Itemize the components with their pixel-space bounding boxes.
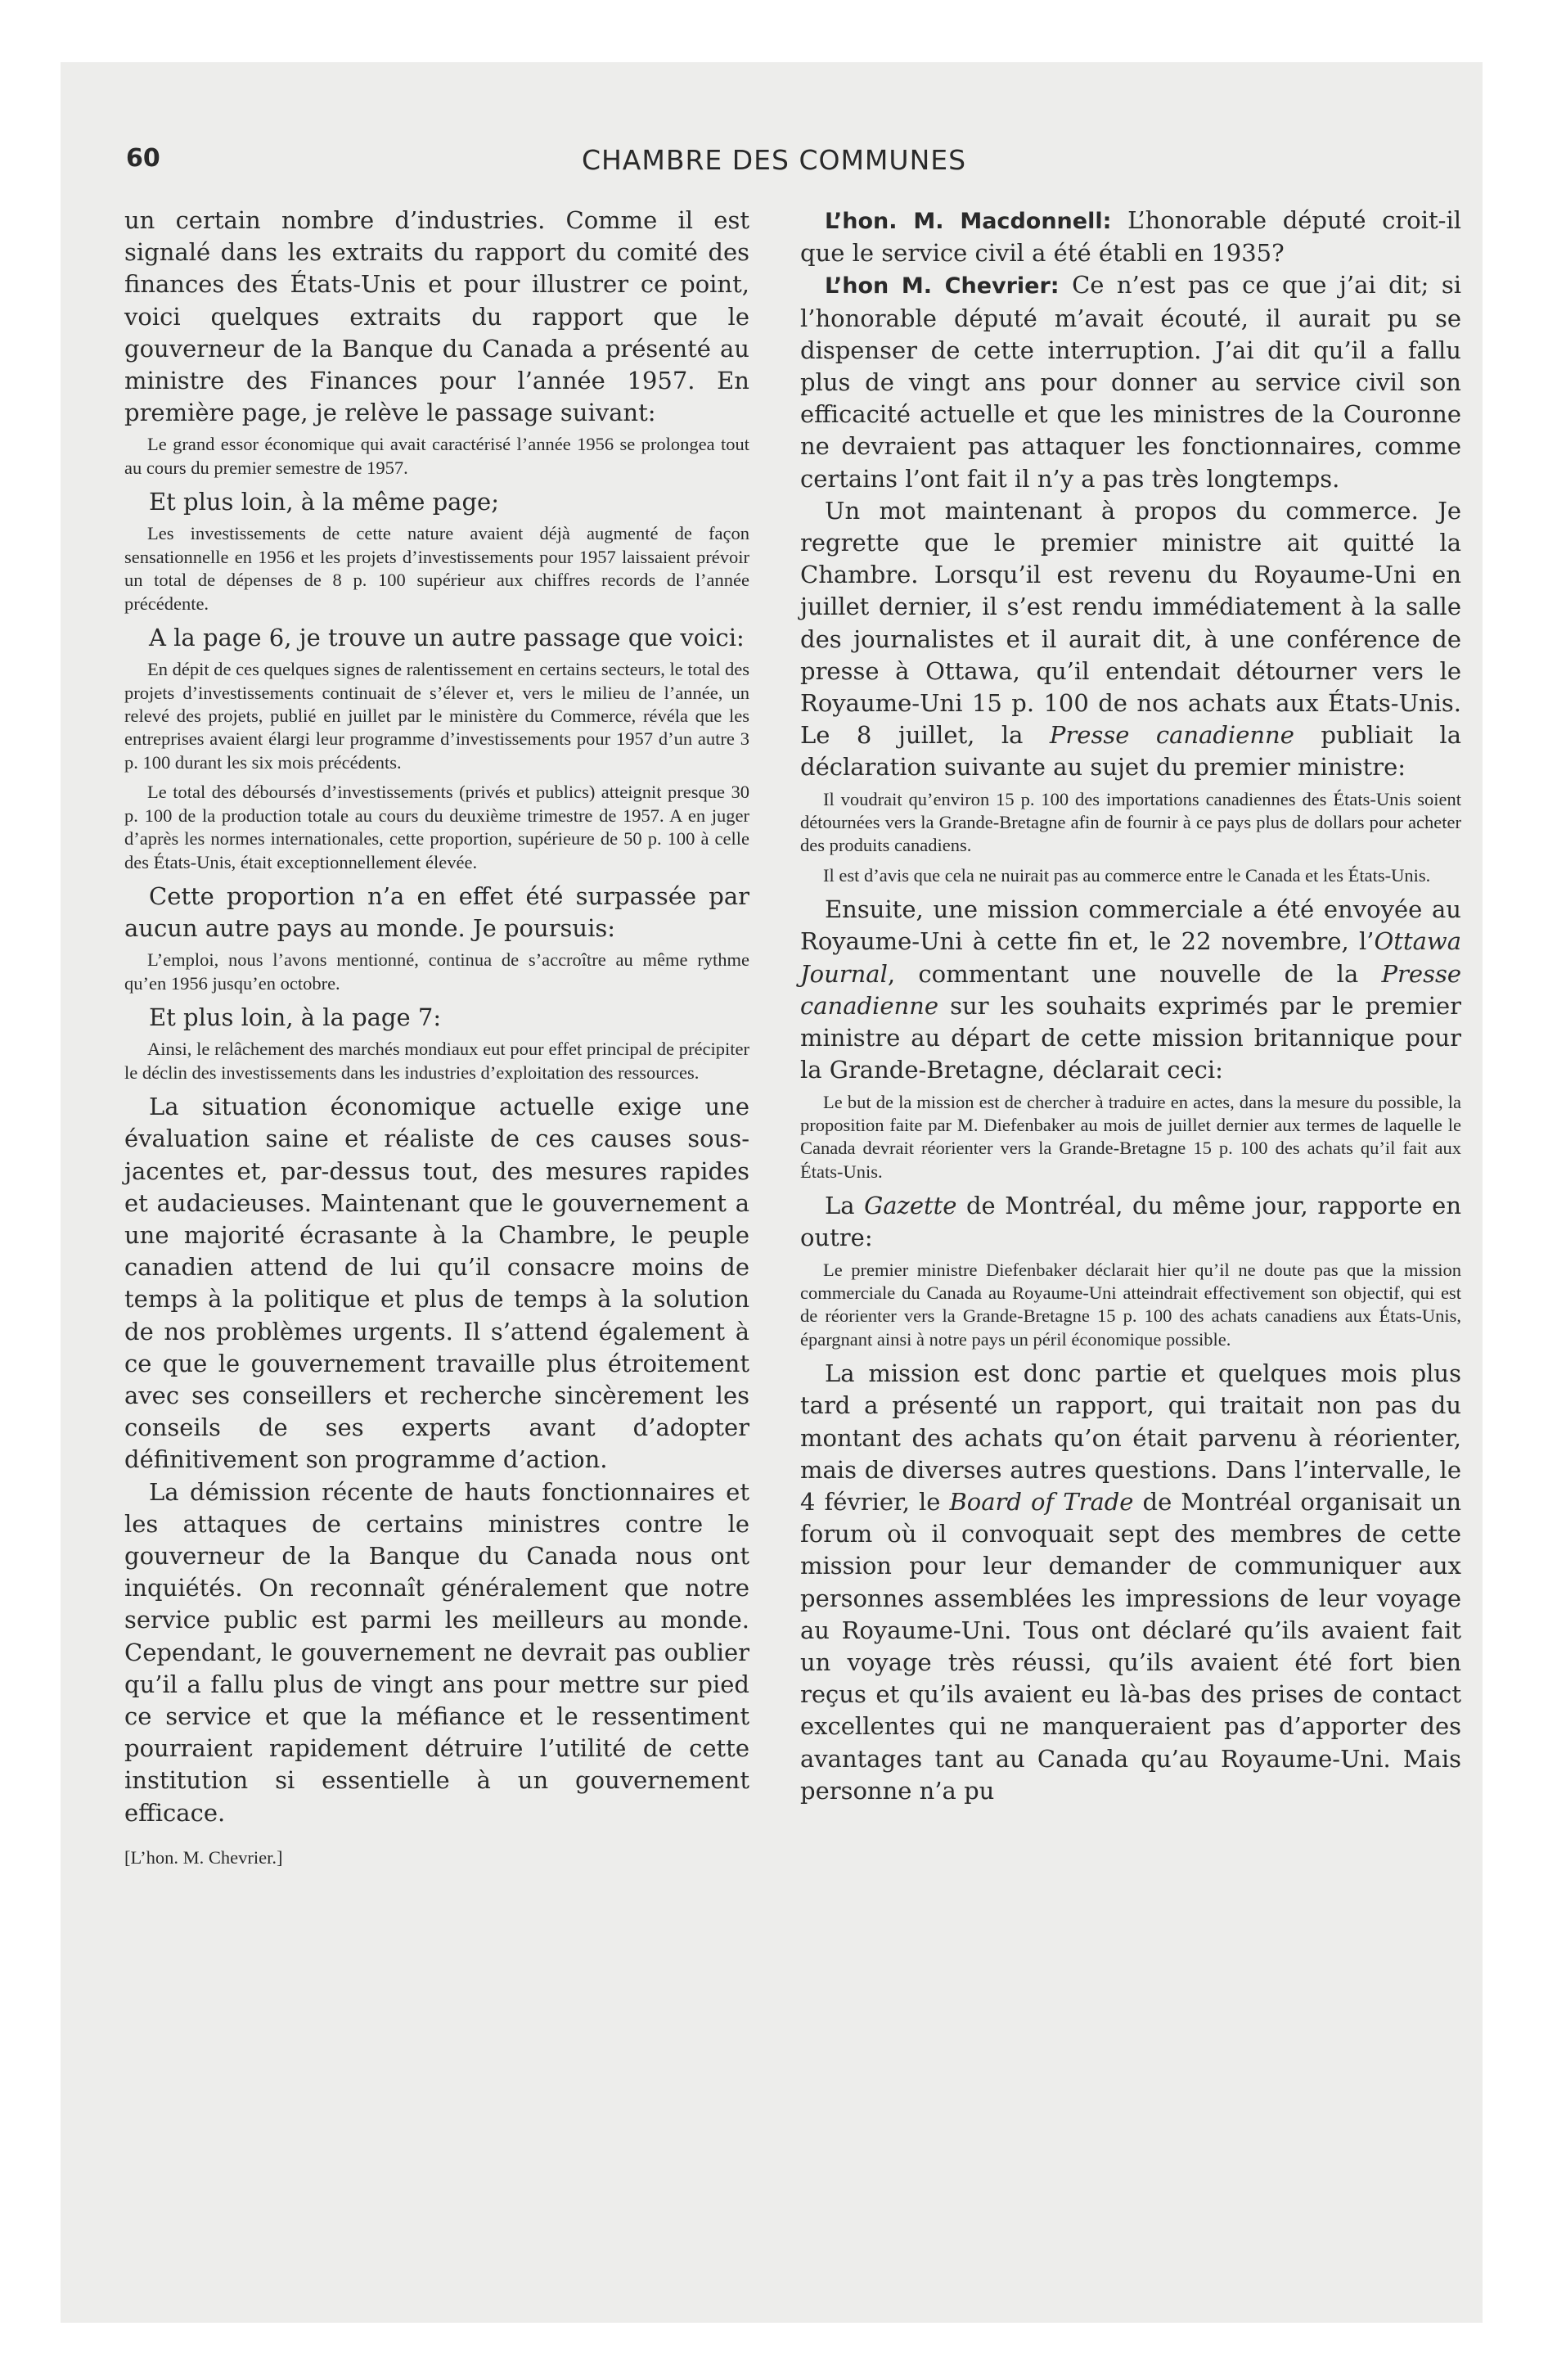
speaker-signature: [L’hon. M. Chevrier.] bbox=[124, 1846, 283, 1868]
speech-chevrier bbox=[800, 269, 1461, 494]
text-run: Ensuite, une mission commerciale a été envoyée au Royaume-Uni à cette fin et, le 22 novembre, l’ bbox=[800, 895, 1461, 956]
quotation: Ainsi, le relâchement des marchés mondiaux eut pour effet principal de précipiter le déclin des investissements dans les industries d’exploitation des ressources. bbox=[124, 1039, 749, 1083]
speaker-name: L’hon M. Chevrier: bbox=[825, 273, 1060, 300]
text-run: sur les souhaits exprimés par le premier ministre au départ de cette mission britannique pour la Grande-Bretagne, déclarait ceci: bbox=[800, 991, 1461, 1084]
speech-macdonnell bbox=[800, 205, 1461, 269]
right-column bbox=[800, 205, 1461, 1807]
page-header bbox=[126, 144, 1422, 183]
text-run: publiait la déclaration suivante au sujet du premier ministre: bbox=[800, 721, 1462, 782]
quotation: Le grand essor économique qui avait caractérisé l’année 1956 se prolongea tout au cours du premier semestre de 1957. bbox=[124, 434, 749, 478]
quotation: Il est d’avis que cela ne nuirait pas au commerce entre le Canada et les États-Unis. bbox=[823, 864, 1431, 886]
italic-title: Gazette bbox=[864, 1192, 957, 1220]
text-run: La bbox=[825, 1192, 865, 1220]
running-head: CHAMBRE DES COMMUNES bbox=[581, 144, 967, 176]
paragraph bbox=[800, 495, 1461, 784]
text-run: , commentant une nouvelle de la bbox=[887, 959, 1382, 988]
quotation: Le total des déboursés d’investissements (privés et publics) atteignit presque 30 p. 100 de la production totale au cours du deuxième trimestre de 1957. A en juger d’après les normes internationales, cette proportion, supérieure de 50 p. 100 à celle des États-Unis, était exceptionnellement élevée. bbox=[124, 782, 749, 872]
page-number: 60 bbox=[126, 144, 160, 173]
quotation: Les investissements de cette nature avaient déjà augmenté de façon sensationnelle en 1956 et les projets d’investissements pour 1957 laissaient prévoir un total de dépenses de 8 p. 100 supérieur aux chiffres records de l’année précédente. bbox=[124, 523, 749, 614]
speech-text: L’honorable député croit-il que le service civil a été établi en 1935? bbox=[800, 206, 1461, 268]
italic-title: Ottawa Journal bbox=[800, 927, 1461, 988]
italic-title: Presse canadienne bbox=[800, 959, 1461, 1020]
text-run: de Montréal, du même jour, rapporte en outre: bbox=[800, 1192, 1462, 1252]
paragraph: un certain nombre d’industries. Comme il est signalé dans les extraits du rapport du comité des finances des États-Unis et pour illustrer ce point, voici quelques extraits du rapport que le gouverneur de la Banque du Canada a présenté au ministre des Finances pour l’année 1957. En première page, je relève le passage suivant: bbox=[124, 206, 749, 427]
paragraph: Cette proportion n’a en effet été surpassée par aucun autre pays au monde. Je poursuis: bbox=[124, 881, 749, 943]
paragraph bbox=[800, 1358, 1461, 1807]
text-run: La mission est donc partie et quelques mois plus tard a présenté un rapport, qui traitait non pas du montant des achats qu’on était parvenu à réorienter, mais de diverses autres questions. Dans l’intervalle, le 4 février, le bbox=[800, 1359, 1461, 1516]
italic-title: Presse canadienne bbox=[1049, 721, 1294, 750]
speech-text: Ce n’est pas ce que j’ai dit; si l’honorable député m’avait écouté, il aurait pu se dispenser de cette interruption. J’ai dit qu’il a fallu plus de vingt ans pour donner au service civil son efficacité actuelle et que les ministres de la Couronne ne devraient pas attaquer les fonctionnaires, comme certains l’ont fait il n’y a pas très longtemps. bbox=[800, 271, 1461, 493]
quotation: Il voudrait qu’environ 15 p. 100 des importations canadiennes des États-Unis soient détournées vers la Grande-Bretagne afin de fournir à ce pays plus de dollars pour acheter des produits canadiens. bbox=[800, 788, 1461, 856]
paragraph: A la page 6, je trouve un autre passage que voici: bbox=[149, 624, 745, 652]
text-run: Un mot maintenant à propos du commerce. Je regrette que le premier ministre ait quitté la Chambre. Lorsqu’il est revenu du Royaume-Uni en juillet dernier, il s’est rendu immédiatement à la salle des journalistes et il aurait dit, à une conférence de presse à Ottawa, qu’il entendait détourner vers le Royaume-Uni 15 p. 100 de nos achats aux États-Unis. Le 8 juillet, la bbox=[800, 496, 1461, 750]
quotation: Le but de la mission est de chercher à traduire en actes, dans la mesure du possible, la proposition faite par M. Diefenbaker au mois de juillet dernier aux termes de laquelle le Canada devrait réorienter vers la Grande-Bretagne 15 p. 100 des achats qu’il fait aux États-Unis. bbox=[800, 1091, 1461, 1182]
paragraph bbox=[800, 894, 1461, 1086]
paragraph: La situation économique actuelle exige une évaluation saine et réaliste de ces causes sous-jacentes et, par-dessus tout, des mesures rapides et audacieuses. Maintenant que le gouvernement a une majorité écrasante à la Chambre, le peuple canadien attend de lui qu’il consacre moins de temps à la politique et plus de temps à la solution de nos problèmes urgents. Il s’attend également à ce que le gouvernement travaille plus étroitement avec ses conseillers et recherche sincèrement les conseils de ses experts avant d’adopter définitivement son programme d’action. bbox=[124, 1093, 749, 1474]
quotation: Le premier ministre Diefenbaker déclarait hier qu’il ne doute pas que la mission commerciale du Canada au Royaume-Uni atteindrait effectivement son objectif, qui est de réorienter vers la Grande-Bretagne 15 p. 100 des achats canadiens aux États-Unis, épargnant ainsi à notre pays un péril économique possible. bbox=[800, 1259, 1461, 1350]
paragraph bbox=[800, 1190, 1461, 1254]
speaker-name: L’hon. M. Macdonnell: bbox=[825, 209, 1112, 234]
paragraph: Et plus loin, à la page 7: bbox=[149, 1003, 442, 1032]
italic-title: Board of Trade bbox=[949, 1487, 1134, 1516]
quotation: L’emploi, nous l’avons mentionné, continua de s’accroître au même rythme qu’en 1956 jusqu’en octobre. bbox=[124, 949, 749, 994]
left-column bbox=[124, 205, 749, 1870]
paragraph: Et plus loin, à la même page; bbox=[149, 488, 499, 516]
paragraph: La démission récente de hauts fonctionnaires et les attaques de certains ministres contre le gouverneur de la Banque du Canada nous ont inquiétés. On reconnaît généralement que notre service public est parmi les meilleurs au monde. Cependant, le gouvernement ne devrait pas oublier qu’il a fallu plus de vingt ans pour mettre sur pied ce service et que la méfiance et le ressentiment pourraient rapidement détruire l’utilité de cette institution si essentielle à un gouvernement efficace. bbox=[124, 1477, 749, 1827]
quotation: En dépit de ces quelques signes de ralentissement en certains secteurs, le total des projets d’investissements continuait de s’élever et, vers le milieu de l’année, un relevé des projets, publié en juillet par le ministère du Commerce, révéla que les entreprises avaient élargi leur programme d’investissements pour 1957 d’un autre 3 p. 100 durant les six mois précédents. bbox=[124, 659, 750, 773]
text-run: de Montréal organisait un forum où il convoquait sept des membres de cette mission pour leur demander de communiquer aux personnes assemblées les impressions de leur voyage au Royaume-Uni. Tous ont déclaré qu’ils avaient fait un voyage très réussi, qu’ils avaient été fort bien reçus et qu’ils avaient eu là-bas des prises de contact excellentes qui ne manqueraient pas d’apporter des avantages tant au Canada qu’au Royaume-Uni. Mais personne n’a pu bbox=[800, 1487, 1461, 1805]
